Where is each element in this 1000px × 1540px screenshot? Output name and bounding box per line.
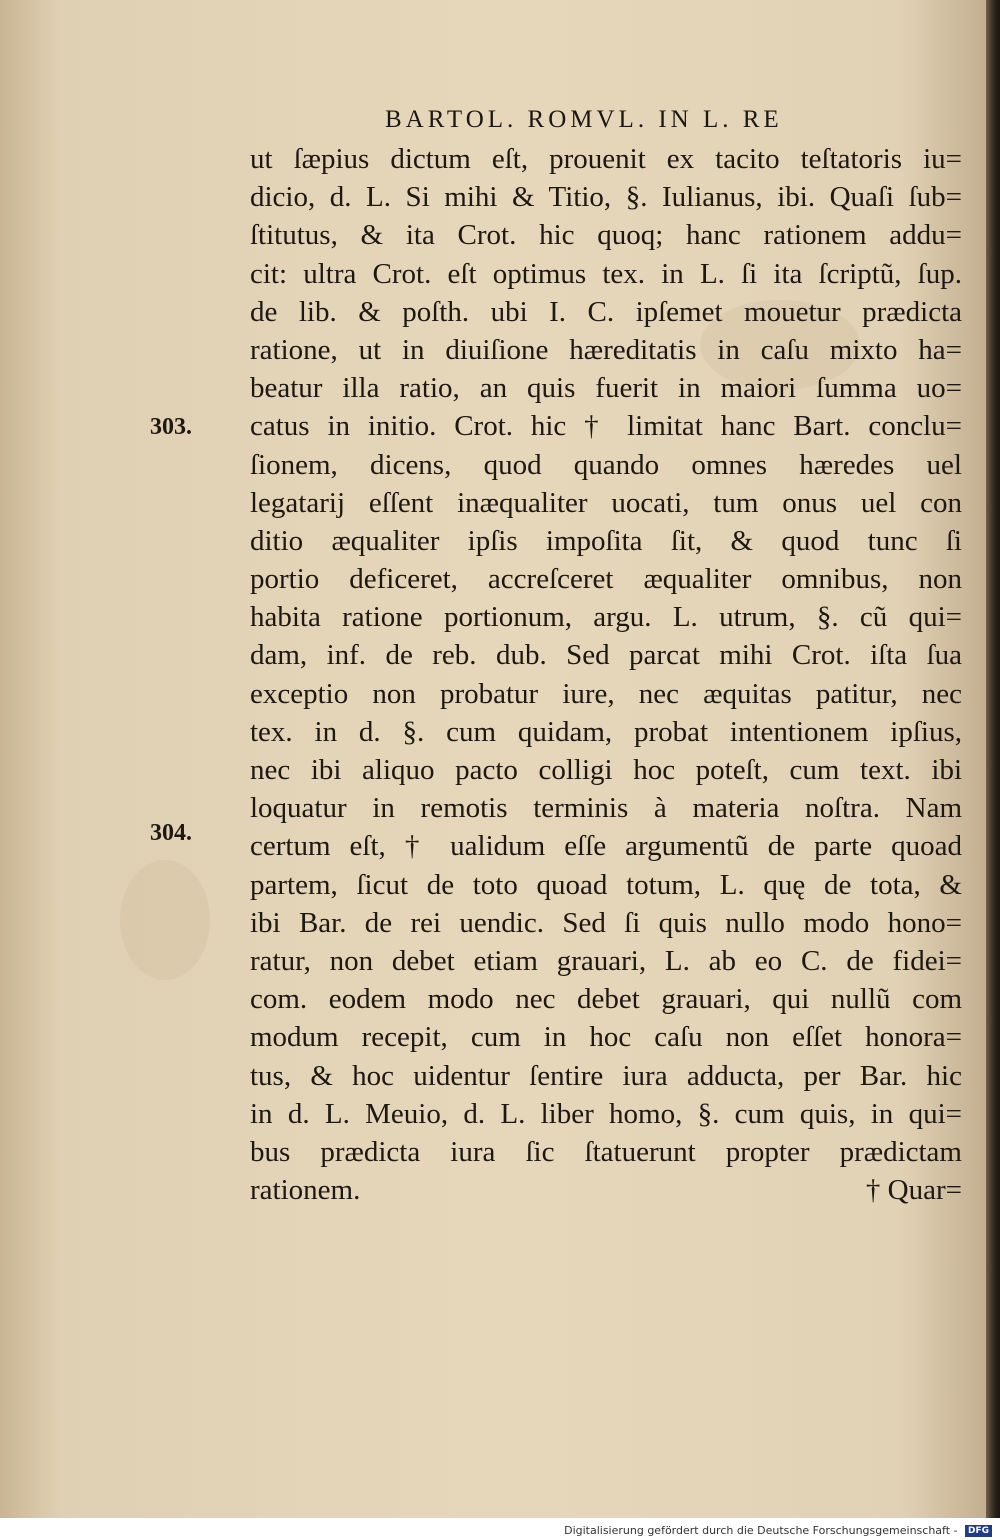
text-line: ſionem, dicens, quod quando omnes hæredes uel [250,448,962,481]
text-line: partem, ſicut de toto quoad totum, L. quę de tota, & [250,868,962,901]
text-line: cit: ultra Crot. eſt optimus tex. in L. ſi ita ſcriptũ, ſup. [250,257,962,290]
text-line: tus, & hoc uidentur ſentire iura adducta, per Bar. hic [250,1059,962,1092]
running-head: BARTOL. ROMVL. IN L. RE [385,106,783,133]
footer-band [0,1518,1000,1540]
text-line: ratione, ut in diuiſione hæreditatis in caſu mixto ha= [250,333,962,366]
text-line: dam, inf. de reb. dub. Sed parcat mihi Crot. iſta ſua [250,639,962,672]
page-gutter-edge [986,0,1000,1540]
dfg-logo-icon: DFG [965,1525,992,1537]
text-line: tex. in d. §. cum quidam, probat intentionem ipſius, [250,715,962,748]
text-line: nec ibi aliquo pacto colligi hoc poteſt, cum text. ibi [250,754,962,786]
text-line: com. eodem modo nec debet grauari, qui nullũ com [250,983,962,1016]
text-line: ut ſæpius dictum eſt, prouenit ex tacito teſtatoris iu= [250,143,962,175]
text-line: habita ratione portionum, argu. L. utrum, §. cũ qui= [250,601,962,634]
text-line: ſtitutus, & ita Crot. hic quoq; hanc rationem addu= [250,219,962,252]
text-line-final [250,1171,962,1209]
text-line: modum recepit, cum in hoc caſu non eſſet honora= [250,1021,962,1054]
paper-stain [120,860,210,980]
final-line-text: rationem. [250,1174,361,1207]
text-line: beatur illa ratio, an quis fuerit in maiori ſumma uo= [250,372,962,405]
text-line: certum eſt, † ualidum eſſe argumentũ de parte quoad [250,830,962,863]
footer-credit [564,1524,992,1537]
text-line: legatarij eſſent inæqualiter uocati, tum onus uel con [250,486,962,519]
body-text [250,140,962,1209]
text-line: de lib. & poſth. ubi I. C. ipſemet mouetur prædicta [250,295,962,328]
text-line: portio deficeret, accreſceret æqualiter omnibus, non [250,563,962,596]
text-line: ditio æqualiter ipſis impoſita ſit, & quod tunc ſi [250,524,962,557]
text-line: dicio, d. L. Si mihi & Titio, §. Iulianus, ibi. Quaſi ſub= [250,181,962,214]
margin-note-304: 304. [150,820,192,846]
text-line: loquatur in remotis terminis à materia noſtra. Nam [250,792,962,825]
text-line: exceptio non probatur iure, nec æquitas patitur, nec [250,677,962,710]
text-line: ibi Bar. de rei uendic. Sed ſi quis nullo modo hono= [250,906,962,939]
catchword: † Quar= [865,1174,962,1207]
text-line: in d. L. Meuio, d. L. liber homo, §. cum quis, in qui= [250,1097,962,1130]
text-line: catus in initio. Crot. hic † limitat hanc Bart. conclu= [250,410,962,443]
footer-text: Digitalisierung gefördert durch die Deutsche Forschungsgemeinschaft - [564,1524,958,1537]
margin-note-303: 303. [150,414,192,440]
text-line: ratur, non debet etiam grauari, L. ab eo C. de fidei= [250,944,962,977]
text-line: bus prædicta iura ſic ſtatuerunt propter prædictam [250,1135,962,1168]
